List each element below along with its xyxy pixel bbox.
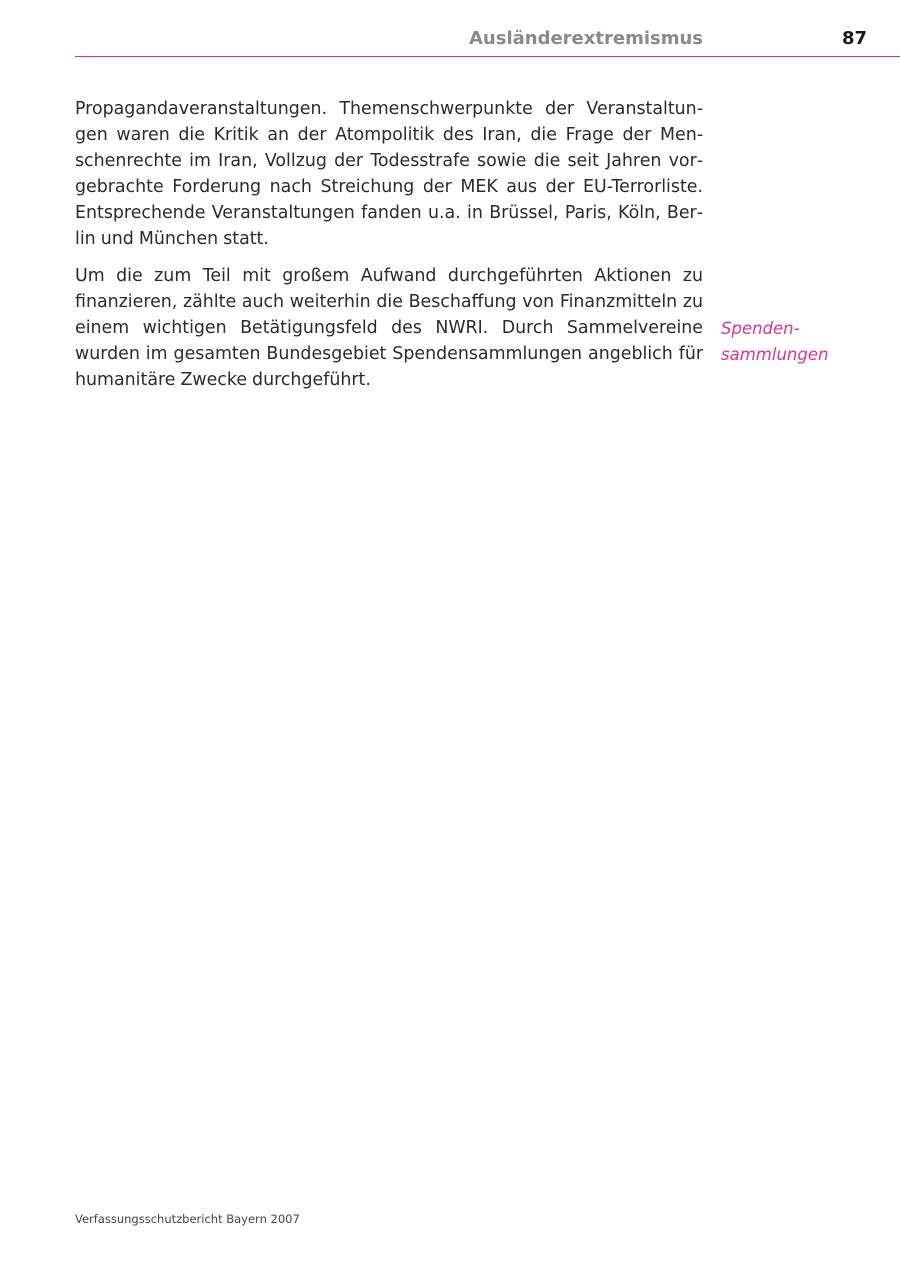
margin-note xyxy=(721,316,891,368)
main-text xyxy=(75,96,703,404)
page-header xyxy=(75,26,900,57)
paragraph-1: Propagandaveranstaltungen. Themenschwerpunkte der Veranstaltungen waren die Kritik an der Atompolitik des Iran, die Frage der Menschenrechte im Iran, Vollzug der Todesstrafe sowie die seit Jahren vorgebrachte Forderung nach Streichung der MEK aus der EU-Terrorliste. Entsprechende Veranstaltungen fanden u.a. in Brüssel, Paris, Köln, Berlin und München statt. xyxy=(75,99,703,249)
margin-note-line-1: Spenden- xyxy=(721,319,800,338)
page-number: 87 xyxy=(841,28,867,49)
margin-note-line-2: sammlungen xyxy=(721,345,829,364)
section-title: Ausländerextremismus xyxy=(469,28,703,49)
paragraph-2: Um die zum Teil mit großem Aufwand durchgeführten Aktionen zu finanzieren, zählte auch weiterhin die Beschaffung von Finanzmitteln zu einem wichtigen Betätigungsfeld des NWRI. Durch Sammelvereine wurden im gesamten Bundesgebiet Spendensammlungen angeblich für humanitäre Zwecke durchgeführt. xyxy=(75,266,703,390)
page-footer: Verfassungsschutzbericht Bayern 2007 xyxy=(75,1212,300,1226)
